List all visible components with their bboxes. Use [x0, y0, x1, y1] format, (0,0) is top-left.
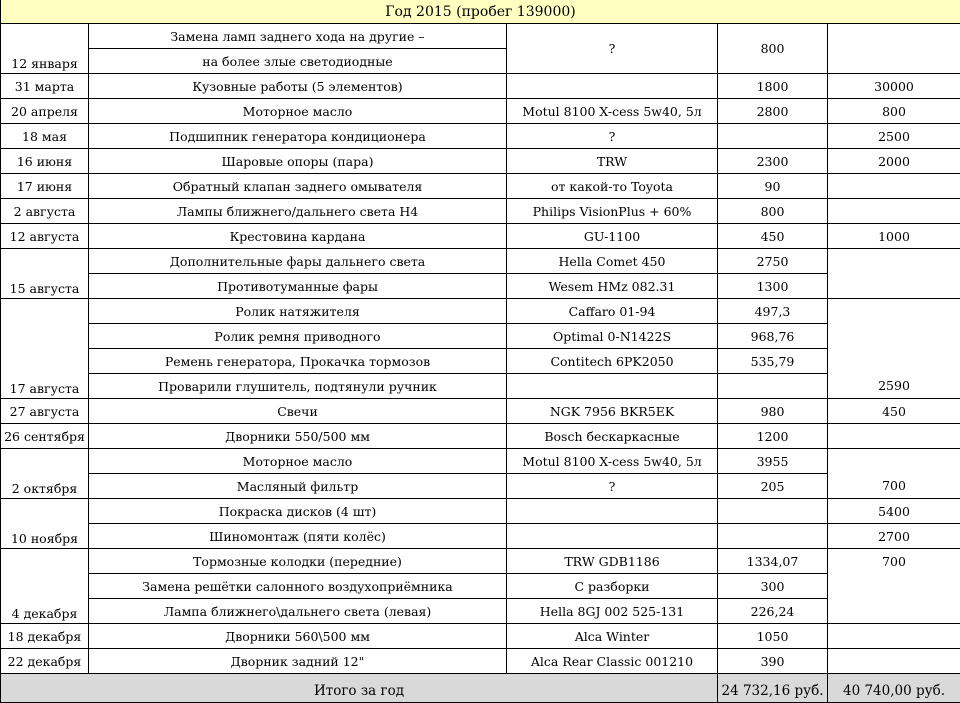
- part-cell: GU-1100: [507, 224, 718, 249]
- date-cell: 18 декабря: [1, 624, 89, 649]
- work-cost-cell: [828, 424, 960, 449]
- parts-cost-cell: 968,76: [718, 324, 828, 349]
- work-cost-cell: 30000: [828, 74, 960, 99]
- total-parts-cost: 24 732,16 руб.: [718, 674, 828, 703]
- work-cost-cell: [828, 574, 960, 599]
- parts-cost-cell: 1800: [718, 74, 828, 99]
- table-title-row: [1, 0, 960, 24]
- date-cell: 31 марта: [1, 74, 89, 99]
- date-cell: 2 августа: [1, 199, 89, 224]
- work-cost-cell: [828, 24, 960, 74]
- table-row: [1, 149, 960, 174]
- work-cost-cell: 800: [828, 99, 960, 124]
- part-cell: Hella Comet 450: [507, 249, 718, 274]
- work-cell: Моторное масло: [89, 449, 507, 474]
- parts-cost-cell: 3955: [718, 449, 828, 474]
- date-cell: 10 ноября: [1, 499, 89, 549]
- work-cell: Подшипник генератора кондиционера: [89, 124, 507, 149]
- table-row: [1, 199, 960, 224]
- table-row: [1, 74, 960, 99]
- parts-cost-cell: 1334,07: [718, 549, 828, 574]
- work-cell: Крестовина кардана: [89, 224, 507, 249]
- work-cell: Дворник задний 12": [89, 649, 507, 674]
- work-cost-cell: 700: [828, 474, 960, 499]
- work-cell: Замена ламп заднего хода на другие –: [89, 24, 507, 49]
- parts-cost-cell: 226,24: [718, 599, 828, 624]
- date-cell: 20 апреля: [1, 99, 89, 124]
- table-row: [1, 549, 960, 574]
- part-cell: от какой-то Toyota: [507, 174, 718, 199]
- part-cell: [507, 74, 718, 99]
- date-cell: 17 августа: [1, 299, 89, 399]
- date-cell: 15 августа: [1, 249, 89, 299]
- part-cell: Bosch бескаркасные: [507, 424, 718, 449]
- work-cell: Дворники 560\500 мм: [89, 624, 507, 649]
- table-row: [1, 249, 960, 274]
- parts-cost-cell: 1050: [718, 624, 828, 649]
- date-cell: 2 октября: [1, 449, 89, 499]
- work-cell: Ремень генератора, Прокачка тормозов: [89, 349, 507, 374]
- work-cell: Проварили глушитель, подтянули ручник: [89, 374, 507, 399]
- parts-cost-cell: 980: [718, 399, 828, 424]
- work-cost-cell: 700: [828, 549, 960, 574]
- work-cost-cell: 450: [828, 399, 960, 424]
- work-cell: Лампа ближнего\дальнего света (левая): [89, 599, 507, 624]
- work-cell: Ролик ремня приводного: [89, 324, 507, 349]
- parts-cost-cell: [718, 524, 828, 549]
- table-row: [1, 374, 960, 399]
- table-row: [1, 399, 960, 424]
- work-cost-cell: [828, 599, 960, 624]
- parts-cost-cell: 300: [718, 574, 828, 599]
- work-cost-cell: [828, 624, 960, 649]
- parts-cost-cell: 2800: [718, 99, 828, 124]
- table-row: [1, 299, 960, 324]
- table-row: [1, 624, 960, 649]
- part-cell: Alca Rear Classic 001210: [507, 649, 718, 674]
- work-cell: Шаровые опоры (пара): [89, 149, 507, 174]
- work-cost-cell: [828, 174, 960, 199]
- date-cell: 12 августа: [1, 224, 89, 249]
- work-cost-cell: 2590: [828, 374, 960, 399]
- parts-cost-cell: 2300: [718, 149, 828, 174]
- work-cell: Обратный клапан заднего омывателя: [89, 174, 507, 199]
- parts-cost-cell: 800: [718, 199, 828, 224]
- date-cell: 16 июня: [1, 149, 89, 174]
- part-cell: [507, 524, 718, 549]
- part-cell: [507, 374, 718, 399]
- work-cost-cell: 2000: [828, 149, 960, 174]
- table-row: [1, 99, 960, 124]
- table-row: [1, 224, 960, 249]
- date-cell: 26 сентября: [1, 424, 89, 449]
- date-cell: 12 января: [1, 24, 89, 74]
- parts-cost-cell: 390: [718, 649, 828, 674]
- table-row: [1, 499, 960, 524]
- parts-cost-cell: 1300: [718, 274, 828, 299]
- part-cell: Alca Winter: [507, 624, 718, 649]
- part-cell: ?: [507, 24, 718, 74]
- part-cell: Motul 8100 X-cess 5w40, 5л: [507, 449, 718, 474]
- work-cell: Тормозные колодки (передние): [89, 549, 507, 574]
- table-row: [1, 274, 960, 299]
- work-cost-cell: 5400: [828, 499, 960, 524]
- work-cost-cell: [828, 199, 960, 224]
- parts-cost-cell: 2750: [718, 249, 828, 274]
- work-cell: Покраска дисков (4 шт): [89, 499, 507, 524]
- part-cell: Motul 8100 X-cess 5w40, 5л: [507, 99, 718, 124]
- date-cell: 22 декабря: [1, 649, 89, 674]
- parts-cost-cell: 1200: [718, 424, 828, 449]
- part-cell: Caffaro 01-94: [507, 299, 718, 324]
- work-cell: на более злые светодиодные: [89, 49, 507, 74]
- work-cost-cell: [828, 299, 960, 324]
- parts-cost-cell: 450: [718, 224, 828, 249]
- part-cell: Wesem HMz 082.31: [507, 274, 718, 299]
- part-cell: TRW GDB1186: [507, 549, 718, 574]
- work-cost-cell: 2500: [828, 124, 960, 149]
- table-row: [1, 174, 960, 199]
- parts-cost-cell: [718, 499, 828, 524]
- part-cell: TRW: [507, 149, 718, 174]
- part-cell: [507, 499, 718, 524]
- work-cell: Моторное масло: [89, 99, 507, 124]
- work-cost-cell: [828, 449, 960, 474]
- work-cost-cell: 2700: [828, 524, 960, 549]
- table-row: [1, 524, 960, 549]
- total-label: Итого за год: [1, 674, 718, 703]
- parts-cost-cell: [718, 124, 828, 149]
- total-work-cost: 40 740,00 руб.: [828, 674, 960, 703]
- table-title: Год 2015 (пробег 139000): [1, 0, 960, 24]
- table-row: [1, 449, 960, 474]
- date-cell: 17 июня: [1, 174, 89, 199]
- parts-cost-cell: 90: [718, 174, 828, 199]
- table-row: [1, 424, 960, 449]
- part-cell: С разборки: [507, 574, 718, 599]
- parts-cost-cell: 205: [718, 474, 828, 499]
- work-cost-cell: [828, 324, 960, 349]
- table-row: [1, 474, 960, 499]
- table-row: [1, 24, 960, 49]
- work-cell: Свечи: [89, 399, 507, 424]
- table-row: [1, 599, 960, 624]
- part-cell: ?: [507, 124, 718, 149]
- work-cell: Лампы ближнего/дальнего света H4: [89, 199, 507, 224]
- work-cell: Ролик натяжителя: [89, 299, 507, 324]
- work-cell: Замена решётки салонного воздухоприёмника: [89, 574, 507, 599]
- parts-cost-cell: 497,3: [718, 299, 828, 324]
- part-cell: Contitech 6PK2050: [507, 349, 718, 374]
- work-cell: Масляный фильтр: [89, 474, 507, 499]
- work-cost-cell: 1000: [828, 224, 960, 249]
- work-cell: Противотуманные фары: [89, 274, 507, 299]
- work-cell: Кузовные работы (5 элементов): [89, 74, 507, 99]
- part-cell: NGK 7956 BKR5EK: [507, 399, 718, 424]
- work-cell: Шиномонтаж (пяти колёс): [89, 524, 507, 549]
- work-cost-cell: [828, 649, 960, 674]
- parts-cost-cell: 535,79: [718, 349, 828, 374]
- table-row: [1, 124, 960, 149]
- work-cell: Дворники 550/500 мм: [89, 424, 507, 449]
- part-cell: Optimal 0-N1422S: [507, 324, 718, 349]
- work-cell: Дополнительные фары дальнего света: [89, 249, 507, 274]
- table-row: [1, 349, 960, 374]
- work-cost-cell: [828, 249, 960, 299]
- part-cell: ?: [507, 474, 718, 499]
- total-row: [1, 674, 960, 703]
- date-cell: 4 декабря: [1, 549, 89, 624]
- table-row: [1, 324, 960, 349]
- work-cost-cell: [828, 349, 960, 374]
- part-cell: Philips VisionPlus + 60%: [507, 199, 718, 224]
- part-cell: Hella 8GJ 002 525-131: [507, 599, 718, 624]
- date-cell: 18 мая: [1, 124, 89, 149]
- parts-cost-cell: [718, 374, 828, 399]
- parts-cost-cell: 800: [718, 24, 828, 74]
- date-cell: 27 августа: [1, 399, 89, 424]
- table-row: [1, 649, 960, 674]
- table-row: [1, 574, 960, 599]
